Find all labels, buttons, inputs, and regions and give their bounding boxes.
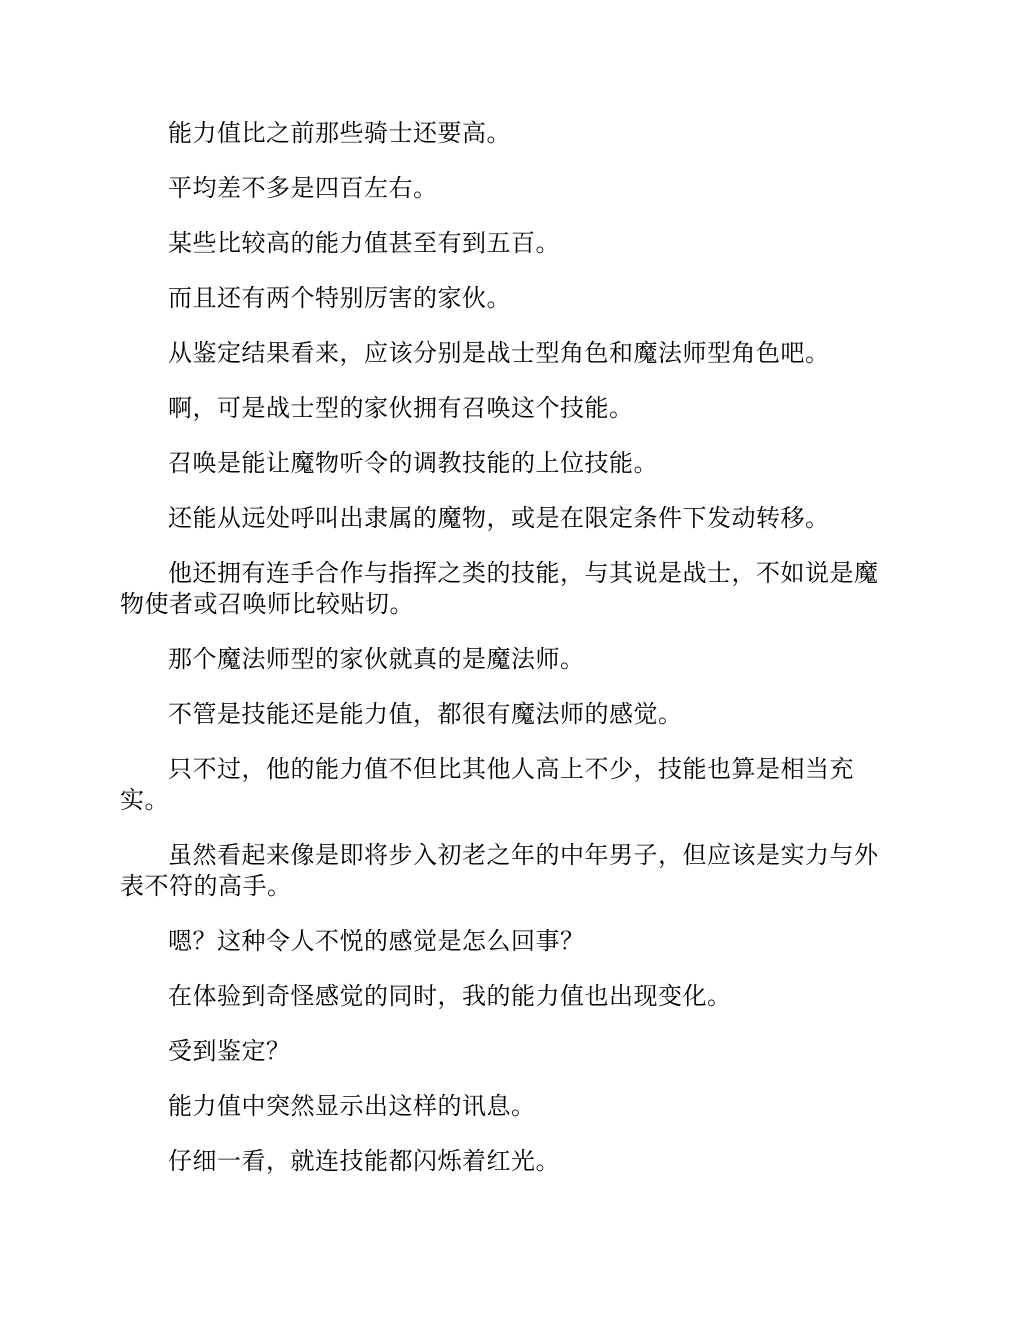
paragraph: 嗯？这种令人不悦的感觉是怎么回事？ (168, 927, 585, 955)
paragraph: 啊，可是战士型的家伙拥有召唤这个技能。 (168, 394, 634, 422)
paragraph: 能力值中突然显示出这样的讯息。 (168, 1092, 536, 1120)
paragraph: 能力值比之前那些骑士还要高。 (168, 119, 511, 147)
paragraph: 在体验到奇怪感觉的同时，我的能力值也出现变化。 (168, 982, 732, 1010)
paragraph: 召唤是能让魔物听令的调教技能的上位技能。 (168, 449, 658, 477)
paragraph: 某些比较高的能力值甚至有到五百。 (168, 229, 560, 257)
paragraph: 那个魔法师型的家伙就真的是魔法师。 (168, 645, 585, 673)
paragraph: 从鉴定结果看来，应该分别是战士型角色和魔法师型角色吧。 (168, 339, 830, 367)
paragraph: 仔细一看，就连技能都闪烁着红光。 (168, 1147, 560, 1175)
paragraph: 而且还有两个特别厉害的家伙。 (168, 284, 511, 312)
paragraph: 还能从远处呼叫出隶属的魔物，或是在限定条件下发动转移。 (168, 504, 830, 532)
paragraph: 受到鉴定？ (168, 1037, 291, 1065)
paragraph: 虽然看起来像是即将步入初老之年的中年男子，但应该是实力与外表不符的高手。 (120, 841, 879, 900)
paragraph: 他还拥有连手合作与指挥之类的技能，与其说是战士，不如说是魔物使者或召唤师比较贴切。 (120, 559, 879, 618)
paragraph: 不管是技能还是能力值，都很有魔法师的感觉。 (168, 700, 683, 728)
paragraph: 只不过，他的能力值不但比其他人高上不少，技能也算是相当充实。 (120, 755, 854, 814)
paragraph: 平均差不多是四百左右。 (168, 174, 438, 202)
document-body (120, 118, 900, 1201)
